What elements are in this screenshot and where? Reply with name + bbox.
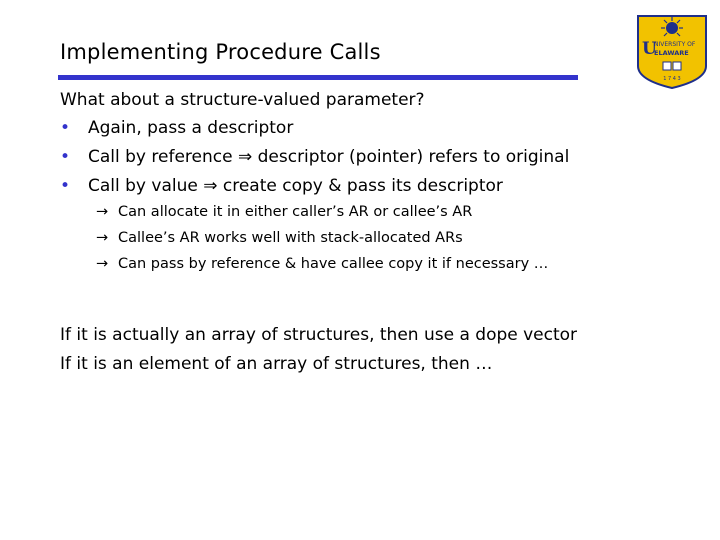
- bullet-item: [60, 176, 503, 196]
- bullet-marker: •: [60, 147, 71, 167]
- intro-question: What about a structure-valued parameter?: [60, 90, 425, 110]
- sub-bullet-text: Can allocate it in either caller’s AR or callee’s AR: [118, 204, 473, 220]
- svg-text:ELAWARE: ELAWARE: [654, 49, 689, 57]
- bullet-text: Again, pass a descriptor: [88, 118, 294, 138]
- sub-bullet-text: Can pass by reference & have callee copy it if necessary …: [118, 256, 549, 272]
- title-underline: [58, 75, 578, 80]
- university-of-delaware-logo: [636, 14, 708, 90]
- sub-bullet-item: [96, 204, 472, 220]
- bullet-text: Call by value ⇒ create copy & pass its descriptor: [88, 176, 503, 196]
- bullet-item: [60, 147, 569, 167]
- bullet-item: [60, 118, 293, 138]
- bullet-text: Call by reference ⇒ descriptor (pointer) refers to original: [88, 147, 570, 167]
- sub-bullet-item: [96, 230, 463, 246]
- svg-text:U: U: [642, 39, 657, 59]
- slide-title: Implementing Procedure Calls: [60, 40, 381, 64]
- sub-bullet-text: Callee’s AR works well with stack-allocated ARs: [118, 230, 463, 246]
- bullet-marker: •: [60, 176, 71, 196]
- closing-line: If it is an element of an array of structures, then …: [60, 354, 493, 374]
- closing-line: If it is actually an array of structures, then use a dope vector: [60, 325, 578, 345]
- sub-bullet-marker: →: [96, 204, 109, 220]
- sub-bullet-marker: →: [96, 230, 109, 246]
- sub-bullet-marker: →: [96, 256, 109, 272]
- bullet-marker: •: [60, 118, 71, 138]
- svg-text:NIVERSITY OF: NIVERSITY OF: [654, 41, 696, 48]
- svg-text:1 7 4 3: 1 7 4 3: [663, 76, 681, 82]
- sub-bullet-item: [96, 256, 548, 272]
